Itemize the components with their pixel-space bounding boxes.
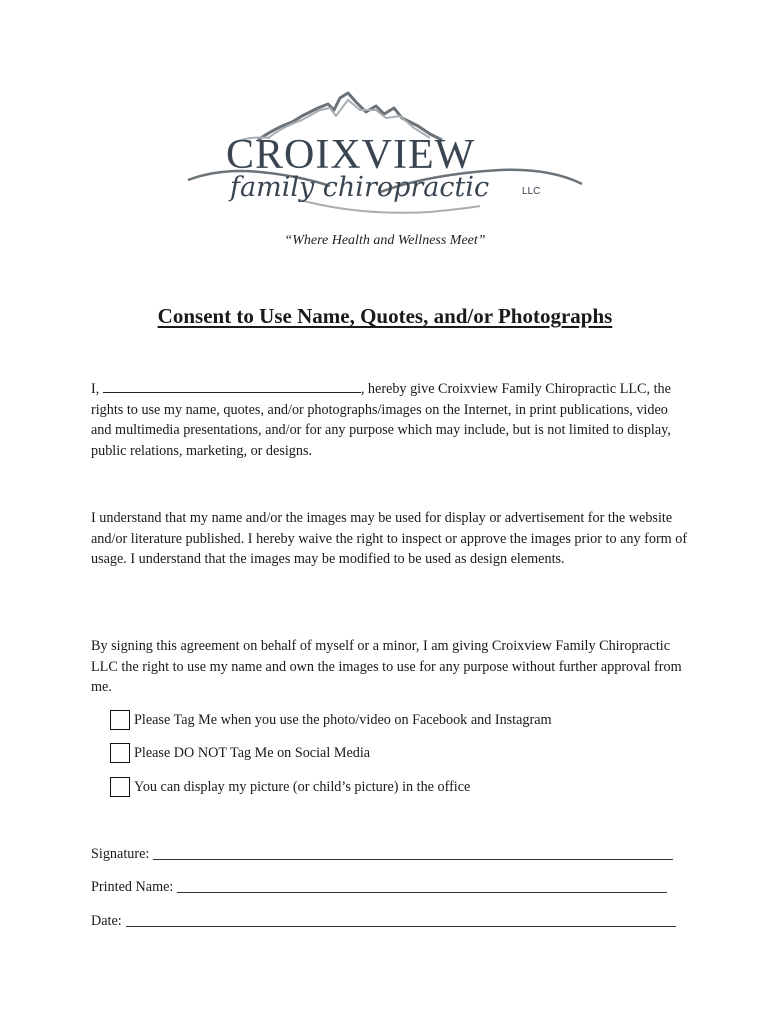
consent-paragraph-3: By signing this agreement on behalf of myself or a minor, I am giving Croixview Family Chiropractic LLC the right to use my name and own the images to use for any purpose without further approval from me.	[91, 638, 682, 695]
checkbox-row-tag-me[interactable]	[110, 709, 552, 731]
checkbox-tag-me-label: Please Tag Me when you use the photo/video on Facebook and Instagram	[134, 712, 552, 728]
signature-label: Signature:	[91, 846, 150, 862]
name-blank-line[interactable]	[103, 380, 361, 393]
checkbox-row-do-not-tag[interactable]	[110, 742, 370, 764]
checkbox-do-not-tag-label: Please DO NOT Tag Me on Social Media	[134, 745, 371, 761]
logo-llc-text: LLC	[522, 186, 541, 197]
checkbox-tag-me[interactable]	[110, 710, 130, 730]
tagline: “Where Health and Wellness Meet”	[284, 233, 486, 248]
document-title	[0, 304, 770, 329]
consent-paragraph-1	[91, 379, 691, 461]
checkbox-display-office[interactable]	[110, 777, 130, 797]
printed-name-field[interactable]	[91, 879, 667, 896]
consent-paragraph-2: I understand that my name and/or the images may be used for display or advertisement for the website and/or literature published. I hereby waive the right to inspect or approve the images prior to any form of usage. I understand that the images may be modified to be used as design elements.	[91, 510, 688, 567]
signature-line[interactable]	[153, 858, 673, 860]
printed-name-line[interactable]	[177, 891, 667, 893]
logo-graphic	[180, 88, 590, 220]
signature-field[interactable]	[91, 846, 673, 863]
checkbox-do-not-tag[interactable]	[110, 743, 130, 763]
printed-name-label: Printed Name:	[91, 879, 174, 895]
checkbox-row-display-office[interactable]	[110, 776, 470, 798]
date-field[interactable]	[91, 913, 676, 930]
p1-text: , hereby give Croixview Family Chiropractic LLC, the rights to use my name, quotes, and/or photographs/images on the Internet, in print publications, video and multimedia presentations, and/or for any purpose which may include, but is not limited to display, public relations, marketing, or designs.	[91, 381, 671, 459]
logo-brand-text: CROIXVIEW	[226, 132, 476, 178]
date-label: Date:	[91, 913, 122, 929]
croixview-logo	[180, 88, 590, 220]
logo-sub-text: family chiropractic	[230, 172, 490, 203]
checkbox-display-office-label: You can display my picture (or child’s picture) in the office	[134, 779, 471, 795]
date-line[interactable]	[126, 925, 676, 927]
document-title-text: Consent to Use Name, Quotes, and/or Photographs	[157, 304, 613, 328]
p1-prefix: I,	[91, 381, 100, 397]
